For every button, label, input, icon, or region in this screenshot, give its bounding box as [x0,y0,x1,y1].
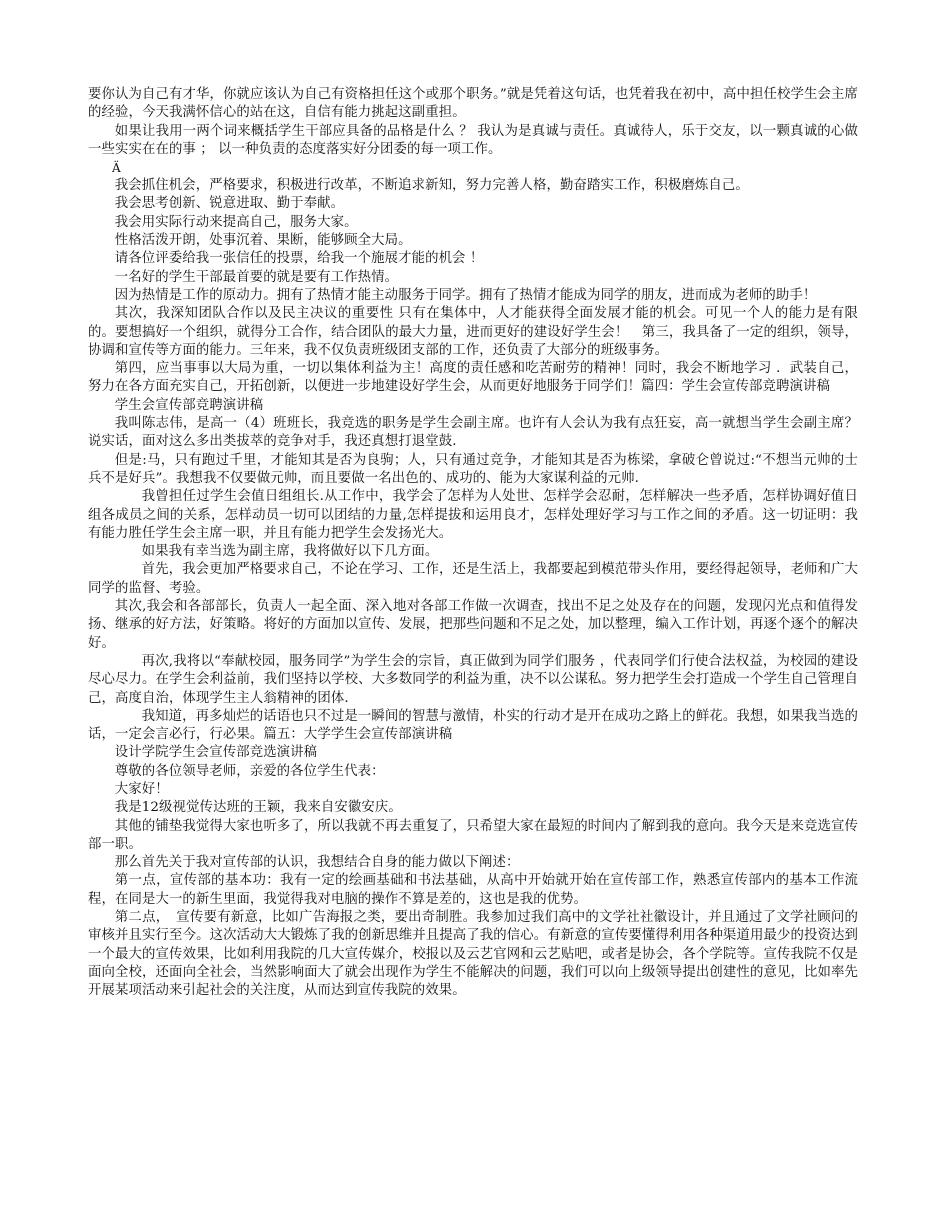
paragraph-seize-opportunity: 我会抓住机会，严格要求，积极进行改革，不断追求新知，努力完善人格，勤奋踏实工作，积极磨炼自己。 [114,178,749,194]
paragraph-serve-everyone: 我会用实际行动来提高自己，服务大家。 [114,214,358,230]
paragraph-conclusion-chen: 我知道，再多灿烂的话语也只不过是一瞬间的智慧与激情，朴实的行动才是开在成功之路上的鲜花。我想，如果我当选的话，一定会言必行，行必果。篇五：大学学生会宣传部演讲稿 [88,708,858,743]
paragraph-second-investigation: 其次,我会和各部部长，负责人一起全面、深入地对各部工作做一次调查，找出不足之处及存在的问题，发现闪光点和值得发扬、继承的好方法，好策略。将好的方面加以宣传、发展，把那些问题和不足之处，加以整理，编入工作计划，再逐个逐个的解决好。 [88,599,858,651]
section-title-publicity-speech: 学生会宣传部竞聘演讲稿 [114,397,264,413]
paragraph-personality: 性格活泼开朗，处事沉着、果断，能够顾全大局。 [114,233,412,249]
paragraph-fourth-point: 第四，应当事事以大局为重，一切以集体利益为主！高度的责任感和吃苦耐劳的精神！同时，我会不断地学习 ．武装自己，努力在各方面充实自己，开拓创新，以便进一步地建设好学生会，从而更好地服务于同学们！篇四：学生会宣传部竞聘演讲稿 [88,361,858,395]
paragraph-first-strict: 首先，我会更加严格要求自己，不论在学习、工作，还是生活上，我都要起到模范带头作用，要经得起领导，老师和广大同学的监督、考验。 [88,562,858,596]
paragraph-intro-continuation: 要你认为自己有才华，你就应该认为自己有资格担任这个或那个职务。”就是凭着这句话，也凭着我在初中，高中担任校学生会主席的经验，今天我满怀信心的站在这，自信有能力挑起这副重担。 [88,87,858,121]
paragraph-salutation: 尊敬的各位领导老师，亲爱的各位学生代表： [114,763,385,779]
paragraph-sincerity-responsibility: 如果让我用一两个词来概括学生干部应具备的品格是什么 ？ 我认为是真诚与责任。真诚待人，乐于交友，以一颗真诚的心做一些实实在在的事 ； 以一种负责的态度落实好分团委的每一项工作。 [88,123,858,157]
paragraph-understanding: 那么首先关于我对宣传部的认识，我想结合自身的能力做以下阐述： [114,855,520,871]
paragraph-passion-motivation: 因为热情是工作的原动力。拥有了热情才能主动服务于同学。拥有了热情才能成为同学的朋友，进而成为老师的助手！ [114,287,817,303]
paragraph-greeting: 大家好！ [114,781,169,797]
paragraph-innovation: 我会思考创新、锐意进取、勤于奉献。 [114,196,345,212]
document-body [88,86,858,1001]
paragraph-teamwork: 其次，我深知团队合作以及民主决议的重要性 只有在集体中，人才能获得全面发展才能的机会。可见一个人的能力是有限的。要想搞好一个组织，就得分工合作，结合团队的最大力量，进而更好的建设好学生会！ 第三，我具备了一定的组织，领导，协调和宣传等方面的能力。三年来，我不仅负责班级团支部的工作，还负责了大部分的班级事务。 [88,306,858,358]
paragraph-self-intro-chen: 我叫陈志伟，是高一（4）班班长，我竞选的职务是学生会副主席。也许有人会认为我有点狂妄，高一就想当学生会副主席？说实话，面对这么多出类拔萃的竞争对手，我还真想打退堂鼓. [88,416,858,450]
section-title-design-college: 设计学院学生会宣传部竞选演讲稿 [114,745,318,761]
stray-glyph: Ä [112,161,121,176]
paragraph-point-two: 第二点， 宣传要有新意，比如广告海报之类，要出奇制胜。我参加过我们高中的文学社社徽设计，并且通过了文学社顾问的审核并且实行至今。这次活动大大锻炼了我的创新思维并且提高了我的信心。有新意的宣传要懂得利用各种渠道用最少的投资达到一个最大的宣传效果，比如利用我院的几大宣传媒介，校报以及云艺官网和云艺贴吧，或者是协会，各个学院等。宣传我院不仅是面向全校，还面向全社会，当然影响面大了就会出现作为学生不能解决的问题，我们可以向上级领导提出创建性的意见，比如率先开展某项活动来引起社会的关注度，从而达到宣传我院的效果。 [88,910,858,999]
paragraph-third-service: 再次,我将以“奉献校园，服务同学”为学生会的宗旨，真正做到为同学们服务 ，代表同学们行使合法权益，为校园的建设尽心尽力。在学生会利益前，我们坚持以学校、大多数同学的利益为重，决不以公谋私。努力把学生会打造成一个学生自己管理自己，高度自治，体现学生主人翁精神的团体. [88,653,858,706]
paragraph-self-intro-wang: 我是12级视觉传达班的王颖，我来自安徽安庆。 [114,800,402,816]
paragraph-intent: 其他的铺垫我觉得大家也听多了，所以我就不再去重复了，只希望大家在最短的时间内了解到我的意向。我今天是来竞选宣传部一职。 [88,818,858,852]
paragraph-experience: 我曾担任过学生会值日组组长.从工作中，我学会了怎样为人处世、怎样学会忍耐，怎样解决一些矛盾，怎样协调好值日组各成员之间的关系，怎样动员一切可以团结的力量,怎样提拔和运用良才，怎样处理好学习与工作之间的矛盾。这一切证明：我有能力胜任学生会主席一职，并且有能力把学生会发扬光大。 [88,489,858,541]
paragraph-work-passion: 一名好的学生干部最首要的就是要有工作热情。 [114,269,399,285]
paragraph-vote-request: 请各位评委给我一张信任的投票，给我一个施展才能的机会 ！ [114,251,484,267]
paragraph-competition: 但是:马，只有跑过千里，才能知其是否为良驹；人，只有通过竞争，才能知其是否为栋梁，拿破仑曾说过:“不想当元帅的士兵不是好兵”。我想我不仅要做元帅，而且要做一名出色的、成功的、能为大家谋利益的元帅. [88,452,858,486]
paragraph-if-elected: 如果我有幸当选为副主席，我将做好以下几方面。 [141,544,439,560]
paragraph-point-one: 第一点，宣传部的基本功：我有一定的绘画基础和书法基础，从高中开始就开始在宣传部工作，熟悉宣传部内的基本工作流程，在同是大一的新生里面，我觉得我对电脑的操作不算是差的，这也是我的优势。 [88,873,858,907]
